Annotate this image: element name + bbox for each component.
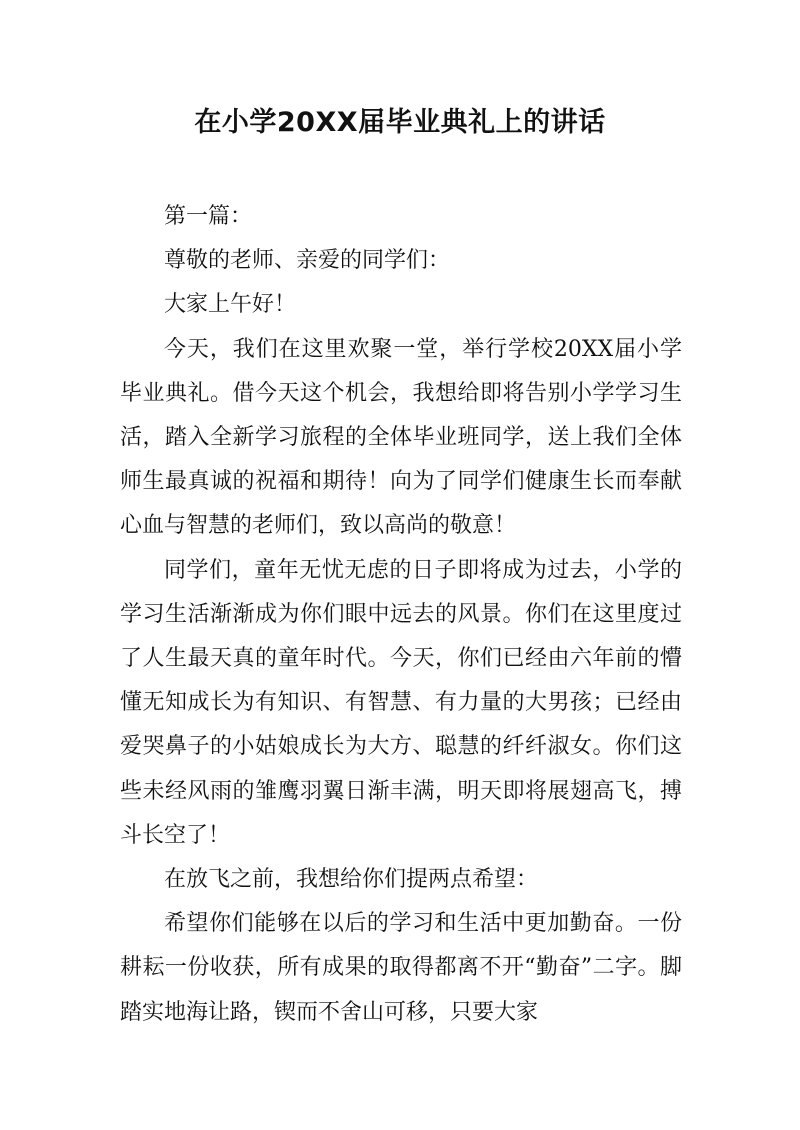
paragraph: 今天，我们在这里欢聚一堂，举行学校20XX届小学毕业典礼。借今天这个机会，我想给即将告别小学学习生活，踏入全新学习旅程的全体毕业班同学，送上我们全体师生最真诚的祝福和期待！向为了同学们健康生长而奉献心血与智慧的老师们，致以高尚的敬意！ <box>120 336 682 539</box>
paragraph: 在放飞之前，我想给你们提两点希望： <box>164 867 539 893</box>
salutation: 尊敬的老师、亲爱的同学们： <box>164 248 451 274</box>
document-title: 在小学20XX届毕业典礼上的讲话 <box>194 107 606 138</box>
greeting: 大家上午好！ <box>164 292 297 318</box>
paragraph: 希望你们能够在以后的学习和生活中更加勤奋。一份耕耘一份收获，所有成果的取得都离不开“勤奋”二字。脚踏实地海让路，锲而不舍山可移，只要大家 <box>120 911 682 1025</box>
paragraph: 同学们，童年无忧无虑的日子即将成为过去，小学的学习生活渐渐成为你们眼中远去的风景。你们在这里度过了人生最天真的童年时代。今天，你们已经由六年前的懵懂无知成长为有知识、有智慧、有力量的大男孩；已经由爱哭鼻子的小姑娘成长为大方、聪慧的纤纤淑女。你们这些未经风雨的雏鹰羽翼日渐丰满，明天即将展翅高飞，搏斗长空了！ <box>120 557 682 848</box>
document-body <box>120 195 682 1035</box>
section-heading: 第一篇： <box>164 204 253 229</box>
